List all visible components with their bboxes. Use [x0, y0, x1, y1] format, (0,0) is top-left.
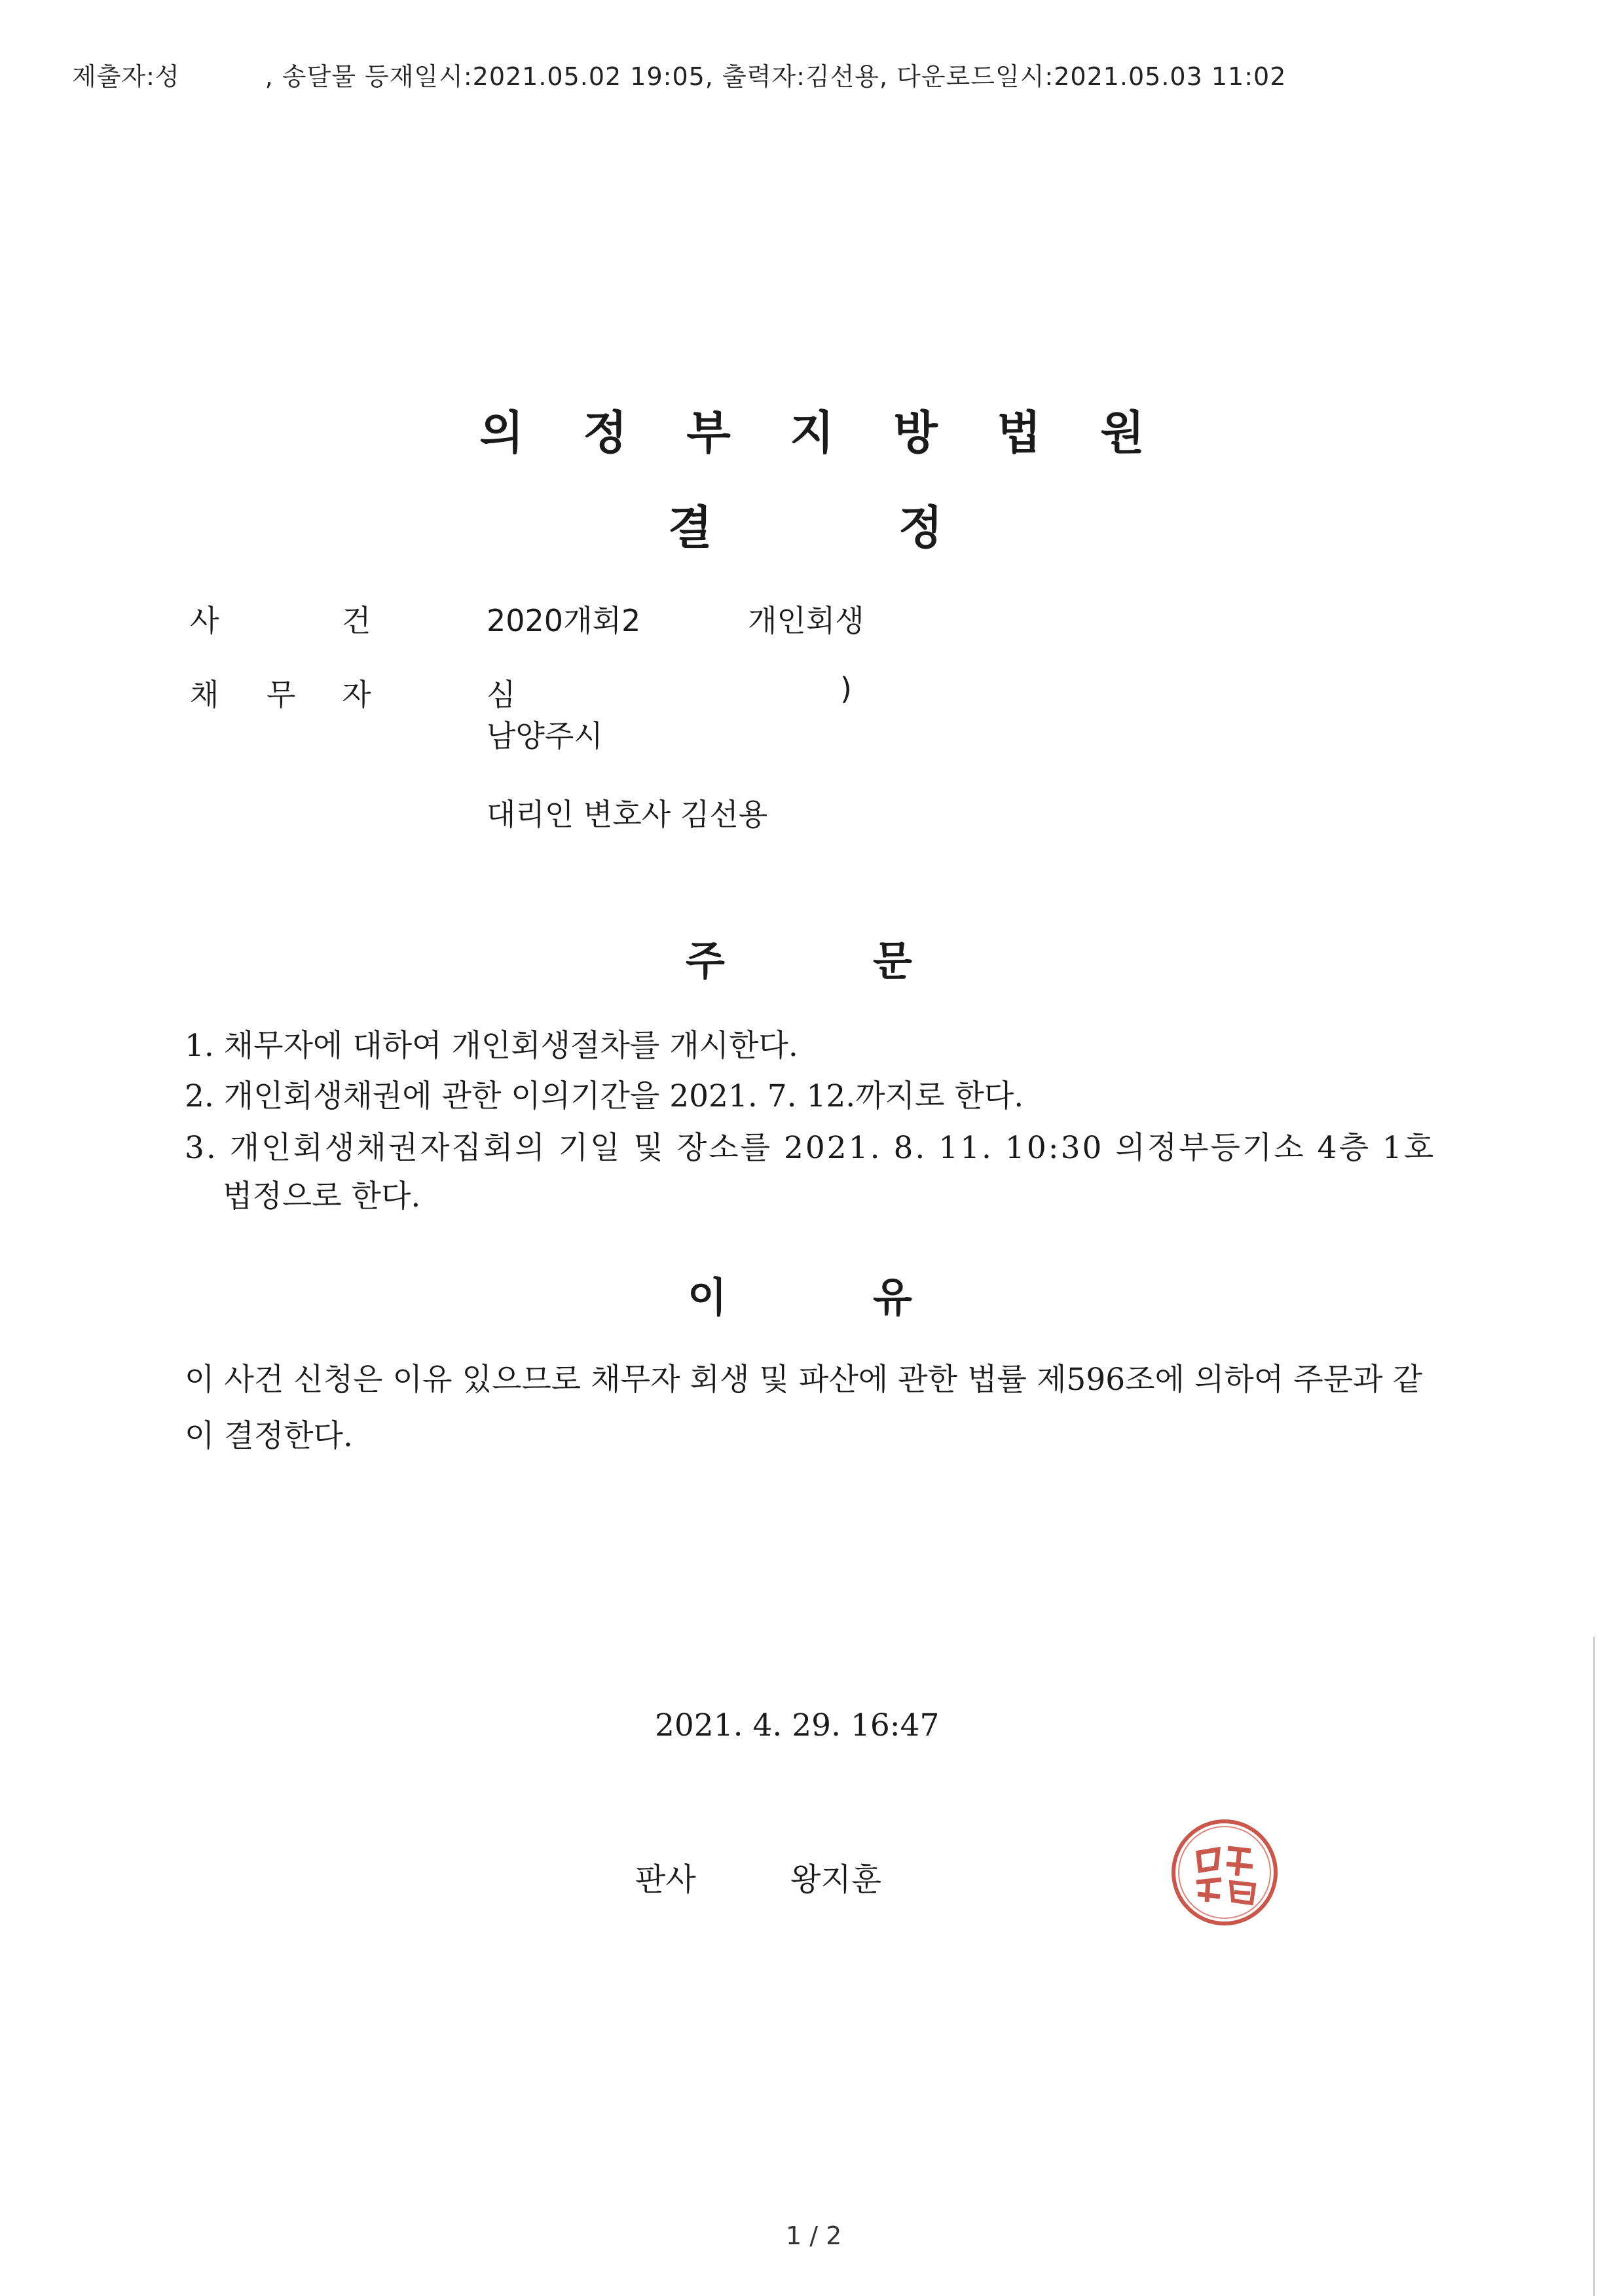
order-heading-char: 주	[686, 937, 725, 985]
debtor-label-char: 자	[342, 677, 371, 712]
debtor-label-char: 무	[267, 677, 296, 712]
submitter-label: 제출자:성	[72, 62, 180, 91]
order-item: 2. 개인회생채권에 관한 이의기간을 2021. 7. 12.까지로 한다.	[185, 1078, 1024, 1114]
download-header	[72, 56, 1286, 92]
case-label-char: 건	[342, 603, 371, 638]
judge-name: 왕지훈	[790, 1861, 882, 1898]
reason-text: 이 사건 신청은 이유 있으므로 채무자 회생 및 파산에 관한 법률 제596조에 의하여 주문과 같이 결정한다.	[185, 1362, 1422, 1454]
court-char: 방	[893, 406, 938, 460]
debtor-name: 심	[487, 677, 516, 712]
decision-date: 2021. 4. 29. 16:47	[655, 1707, 940, 1743]
court-char: 정	[583, 406, 627, 460]
judge-title: 판사	[635, 1861, 696, 1898]
document-type-char: 결	[668, 501, 712, 555]
court-seal-stamp-icon	[1169, 1817, 1280, 1928]
page-number: 1 / 2	[786, 2221, 842, 2250]
order-item: 1. 채무자에 대하여 개인회생절차를 개시한다.	[185, 1028, 798, 1064]
court-char: 지	[790, 406, 834, 460]
debtor-agent: 대리인 변호사 김선용	[487, 797, 768, 832]
debtor-label-char: 채	[190, 677, 219, 712]
case-label-char: 사	[190, 603, 219, 638]
order-heading-char: 문	[873, 937, 912, 985]
order-item: 3. 개인회생채권자집회의 기일 및 장소를 2021. 8. 11. 10:30 의정부등기소 4층 1호	[185, 1130, 1436, 1166]
case-type: 개인회생	[748, 603, 864, 638]
court-char: 의	[479, 406, 524, 460]
court-char: 법	[997, 406, 1041, 460]
order-item-continuation: 법정으로 한다.	[223, 1178, 421, 1214]
scan-edge-divider	[1593, 1637, 1595, 2296]
reason-heading-char: 이	[688, 1273, 727, 1321]
court-char: 부	[686, 406, 731, 460]
debtor-address: 남양주시	[487, 718, 603, 754]
case-number: 2020개회2	[487, 603, 641, 638]
reason-heading-char: 유	[873, 1273, 912, 1321]
court-char: 원	[1100, 406, 1145, 460]
court-name	[0, 396, 1624, 462]
header-details: , 송달물 등재일시:2021.05.02 19:05, 출력자:김선용, 다운로드일시:2021.05.03 11:02	[265, 62, 1287, 91]
debtor-paren: )	[840, 671, 852, 706]
document-type-char: 정	[898, 501, 943, 555]
